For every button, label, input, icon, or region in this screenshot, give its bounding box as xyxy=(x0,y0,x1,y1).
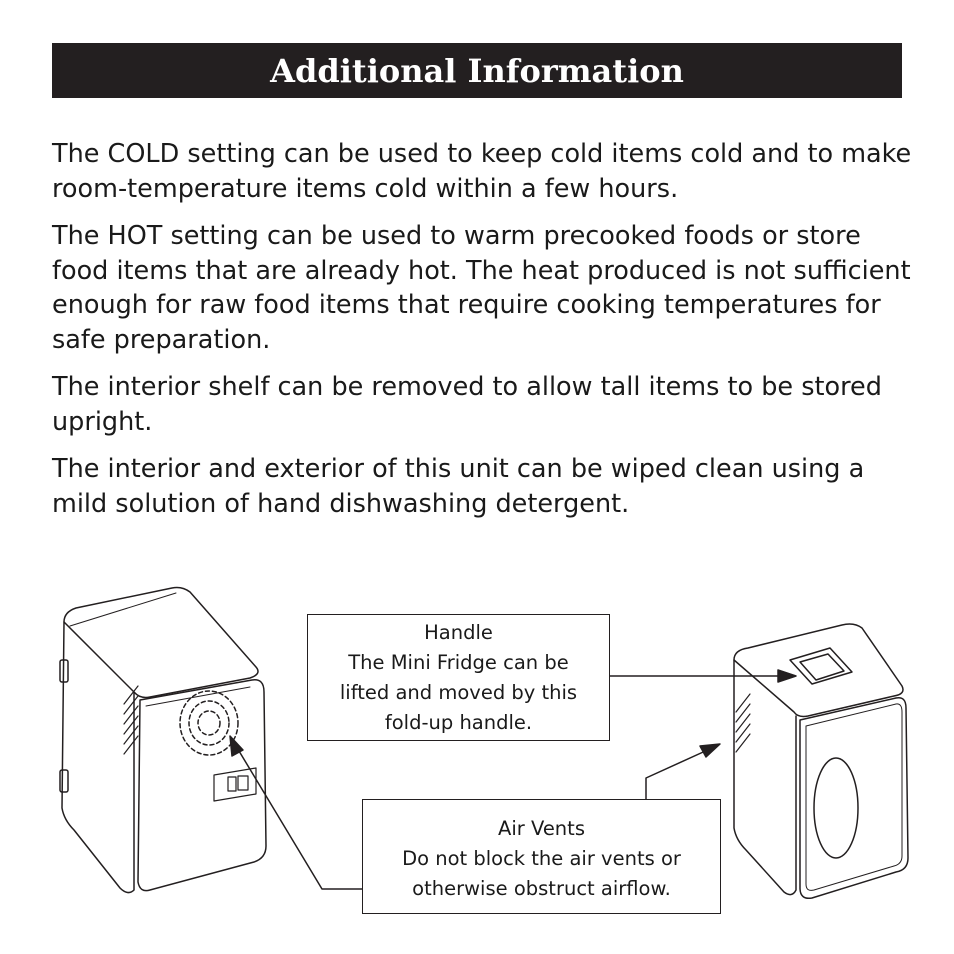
air-vents-callout-title: Air Vents xyxy=(498,817,585,840)
fan-vent-icon xyxy=(180,691,238,755)
handle-callout-line: lifted and moved by this xyxy=(339,681,578,704)
control-switch-icon xyxy=(214,768,256,801)
section-header-banner xyxy=(52,43,902,98)
body-text xyxy=(52,137,912,534)
paragraph-cold-setting: The COLD setting can be used to keep cold items cold and to make room-temperature items cold within a few hours. xyxy=(52,139,912,204)
mini-fridge-front-view xyxy=(734,624,908,898)
air-vents-callout-line: Do not block the air vents or xyxy=(402,847,681,870)
paragraph-interior-shelf: The interior shelf can be removed to allow tall items to be stored upright. xyxy=(52,372,882,437)
handle-callout-line: fold-up handle. xyxy=(384,711,533,734)
handle-leader-arrow xyxy=(610,670,796,682)
handle-callout-title: Handle xyxy=(424,621,493,644)
paragraph-hot-setting: The HOT setting can be used to warm precooked foods or store food items that are already hot. The heat produced is not sufficient enough for raw food items that require cooking temperatures for safe preparation. xyxy=(52,221,911,355)
air-vents-callout xyxy=(362,799,721,914)
handle-callout xyxy=(307,614,610,741)
air-vents-callout-line: otherwise obstruct airflow. xyxy=(412,877,671,900)
mini-fridge-rear-view xyxy=(60,588,266,893)
air-vents-leader-arrow-left xyxy=(230,736,362,889)
page-title: Additional Information xyxy=(270,51,684,90)
handle-callout-line: The Mini Fridge can be xyxy=(348,651,569,674)
paragraph-cleaning: The interior and exterior of this unit can be wiped clean using a mild solution of hand dishwashing detergent. xyxy=(52,454,865,519)
handle-icon xyxy=(790,648,852,684)
